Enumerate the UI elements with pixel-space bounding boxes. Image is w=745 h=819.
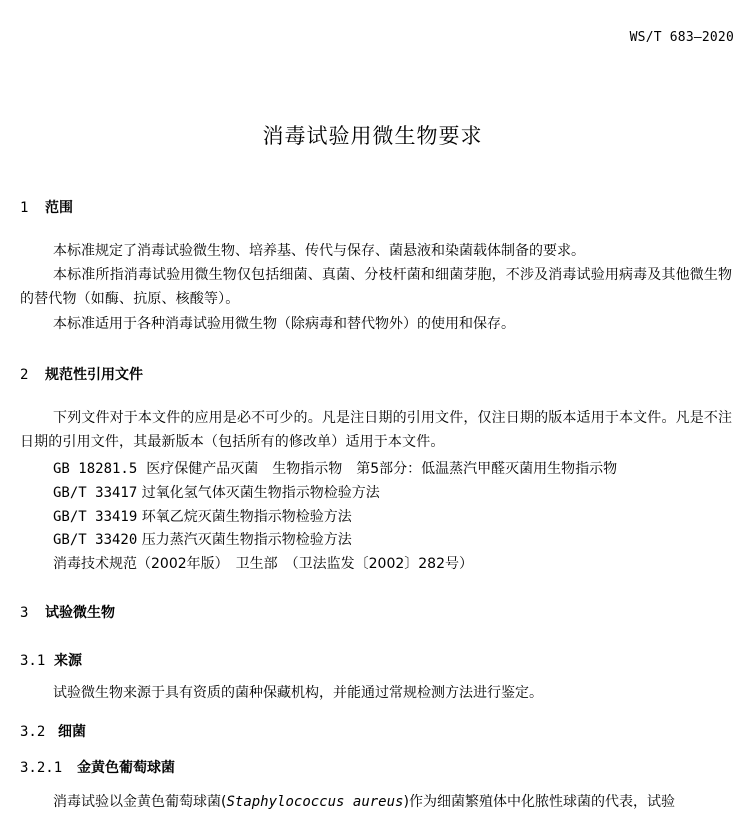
section-2-intro <box>20 406 738 454</box>
reference-title: 过氧化氢气体灭菌生物指示物检验方法 <box>141 485 380 501</box>
species-name: Staphylococcus aureus <box>226 794 404 810</box>
reference-title: 消毒技术规范（2002年版） 卫生部 （卫法监发〔2002〕282号） <box>53 556 473 572</box>
reference-item <box>53 529 352 549</box>
section-3-1-para: 试验微生物来源于具有资质的菌种保藏机构，并能通过常规检测方法进行鉴定。 <box>53 685 543 701</box>
standard-code: WS/T 683—2020 <box>629 30 734 45</box>
section-1-para-2-text: 本标准所指消毒试验用微生物仅包括细菌、真菌、分枝杆菌和细菌芽胞，不涉及消毒试验用病毒及其他微生物的替代物（如酶、抗原、核酸等）。 <box>20 267 733 307</box>
section-3-2-1-para-end: )作为细菌繁殖体中化脓性球菌的代表，试验 <box>403 794 675 810</box>
reference-item <box>53 553 473 573</box>
section-3-title: 试验微生物 <box>45 605 115 621</box>
reference-title: 压力蒸汽灭菌生物指示物检验方法 <box>141 532 352 548</box>
document-title: 消毒试验用微生物要求 <box>262 124 483 148</box>
section-1-para-2 <box>20 263 738 311</box>
reference-code: GB/T 33420 <box>53 532 138 548</box>
section-3-2-1-heading <box>20 757 175 777</box>
reference-item <box>53 506 352 526</box>
section-1-para-3: 本标准适用于各种消毒试验用微生物（除病毒和替代物外）的使用和保存。 <box>53 316 515 332</box>
reference-code: GB/T 33419 <box>53 509 138 525</box>
reference-code: GB 18281.5 <box>53 461 138 477</box>
section-2-intro-text: 下列文件对于本文件的应用是必不可少的。凡是注日期的引用文件，仅注日期的版本适用于本文件。凡是不注日期的引用文件，其最新版本（包括所有的修改单）适用于本文件。 <box>20 410 733 450</box>
section-3-heading <box>20 602 115 622</box>
section-1-title: 范围 <box>45 200 73 216</box>
reference-title: 环氧乙烷灭菌生物指示物检验方法 <box>141 509 352 525</box>
section-1-para-1: 本标准规定了消毒试验微生物、培养基、传代与保存、菌悬液和染菌载体制备的要求。 <box>53 243 585 259</box>
section-3-1-number: 3.1 <box>20 653 46 669</box>
section-3-2-heading <box>20 721 86 741</box>
reference-item <box>53 482 380 502</box>
section-3-number: 3 <box>20 605 29 621</box>
section-1-number: 1 <box>20 200 29 216</box>
section-2-heading <box>20 364 143 384</box>
reference-title: 医疗保健产品灭菌 生物指示物 第5部分：低温蒸汽甲醛灭菌用生物指示物 <box>146 461 618 477</box>
section-3-2-1-title: 金黄色葡萄球菌 <box>77 760 175 776</box>
section-3-1-heading <box>20 650 82 670</box>
section-2-title: 规范性引用文件 <box>45 367 143 383</box>
section-3-2-1-number: 3.2.1 <box>20 760 63 776</box>
reference-code: GB/T 33417 <box>53 485 138 501</box>
section-3-2-number: 3.2 <box>20 724 46 740</box>
reference-item <box>53 458 617 478</box>
section-3-2-1-para-start: 消毒试验以金黄色葡萄球菌( <box>53 794 227 810</box>
section-1-heading <box>20 197 73 217</box>
section-2-number: 2 <box>20 367 29 383</box>
section-3-2-title: 细菌 <box>58 724 86 740</box>
section-3-2-1-para <box>53 790 745 814</box>
section-3-1-title: 来源 <box>54 653 82 669</box>
